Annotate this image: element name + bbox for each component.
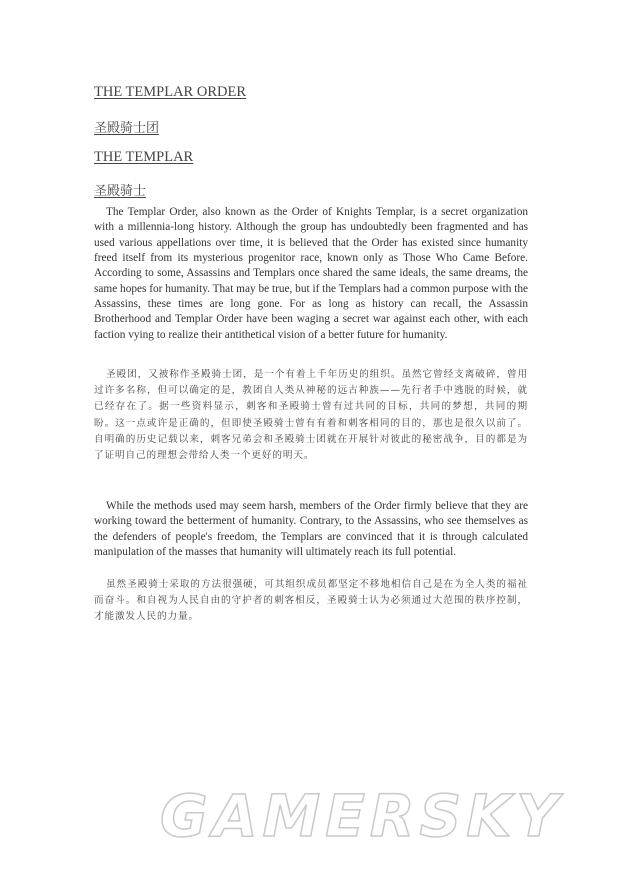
methods-paragraph-cn: 虽然圣殿骑士采取的方法很强硬，可其组织成员都坚定不移地相信自己是在为全人类的福祉而奋斗。和自视为人民自由的守护者的刺客相反，圣殿骑士认为必须通过大范围的秩序控制，才能激发人民的力量。 [94, 579, 528, 623]
title-en: THE TEMPLAR ORDER [94, 84, 246, 100]
order-paragraph-en: The Templar Order, also known as the Order of Knights Templar, is a secret organization with a millennia-long history. Although the group has undoubtedly been fragmented and has used various appellations over time, it is believed that the Order has existed since humanity freed itself from its mysterious progenitor race, known only as Those Who Came Before. According to some, Assassins and Templars once shared the same ideals, the same dreams, the same hopes for humanity. That may be true, but if the Templars had a common purpose with the Assassins, these times are long gone. For as long as history can recall, the Assassin Brotherhood and Templar Order have been waging a secret war against each other, with each faction vying to realize their antithetical vision of a better future for humanity. [94, 206, 528, 341]
subtitle-cn: 圣殿骑士 [94, 184, 147, 199]
subtitle-en: THE TEMPLAR [94, 149, 194, 165]
methods-paragraph-en: While the methods used may seem harsh, members of the Order firmly believe that they are working toward the betterment of humanity. Contrary, to the Assassins, who see themselves as the defenders of people's freedom, the Templars are convinced that it is through calculated manipulation of the masses that humanity will ultimately reach its full potential. [94, 500, 528, 559]
order-paragraph-cn: 圣殿团，又被称作圣殿骑士团，是一个有着上千年历史的组织。虽然它曾经支离破碎，曾用过许多名称，但可以确定的是，教团自人类从神秘的远古种族——先行者手中逃脱的时候，就已经存在了。据一些资料显示，刺客和圣殿骑士曾有过共同的目标，共同的梦想，共同的期盼。这一点或许是正确的，但即使圣殿骑士曾有有着和刺客相同的目的，那也是很久以前了。自明确的历史记载以来，刺客兄弟会和圣殿骑士团就在开展针对彼此的秘密战争，目的都是为了证明自己的理想会带给人类一个更好的明天。 [94, 369, 528, 462]
gamersky-watermark: GAMERSKY [160, 782, 564, 850]
title-cn: 圣殿骑士团 [94, 121, 160, 136]
